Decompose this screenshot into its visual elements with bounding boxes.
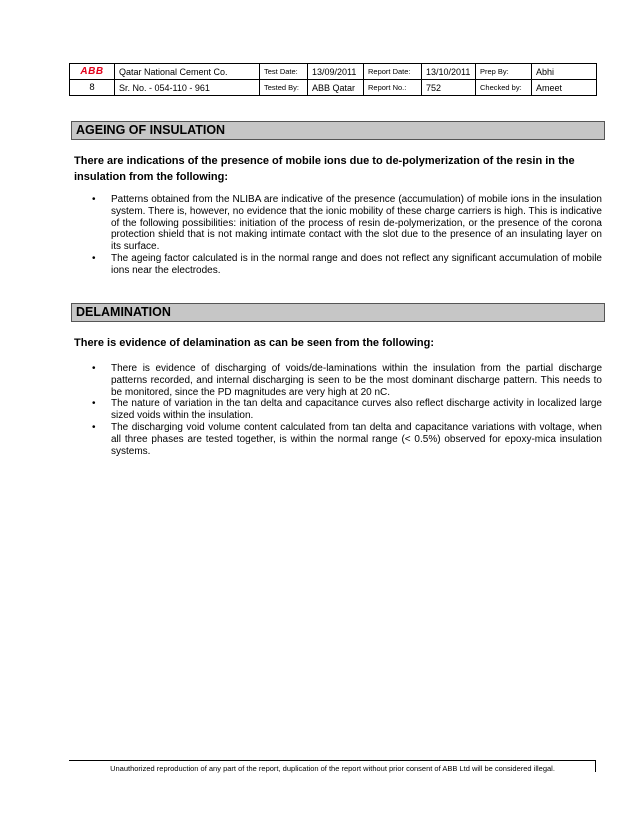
list-item-text: There is evidence of discharging of voids/de-laminations within the insulation from the partial discharge patterns recorded, and internal discharging is seen to be the most dominant discharge pattern. This needs to be monitored, since the PD magnitudes are very high at 20 nC. [111, 363, 602, 398]
footer-divider [69, 760, 596, 761]
bullet-icon: • [92, 252, 96, 264]
list-item [92, 253, 602, 277]
list-item [92, 363, 602, 398]
list-item-text: The nature of variation in the tan delta and capacitance curves also reflect discharge activity in localized large sized voids within the insulation. [111, 398, 602, 422]
list-item-text: The discharging void volume content calculated from tan delta and capacitance variations with voltage, when all three phases are tested together, is within the normal range (< 0.5%) observed for epoxy-mica insulation systems. [111, 421, 602, 457]
header-row-2 [70, 80, 597, 96]
tested-by-value: ABB Qatar [308, 80, 364, 96]
list-item-text: Patterns obtained from the NLIBA are indicative of the presence (accumulation) of mobile ions in the insulation system. There is, however, no evidence that the ionic mobility of these charge carriers is high. This is indicative of the following possibilities: initiation of the process of resin de-polymerization, or the presence of the corona protection shield that is not making intimate contact with the slot due to the presence of an insulating layer on its surface. [111, 194, 602, 253]
section-heading-delamination: DELAMINATION [71, 303, 605, 322]
list-item [92, 422, 602, 457]
report-no-value: 752 [422, 80, 476, 96]
section-heading-ageing: AGEING OF INSULATION [71, 121, 605, 140]
report-header-table [69, 63, 597, 96]
report-date-label: Report Date: [364, 64, 422, 80]
bullet-icon: • [92, 421, 96, 433]
section-lead-delamination: There is evidence of delamination as can be seen from the following: [74, 337, 435, 349]
list-item-text: The ageing factor calculated is in the normal range and does not reflect any significant accumulation of mobile ions near the electrodes. [111, 252, 602, 276]
bullet-icon: • [92, 194, 96, 205]
section-lead-ageing: There are indications of the presence of mobile ions due to de-polymerization of the resin in the insulation from the following: [74, 155, 575, 183]
prep-by-label: Prep By: [476, 64, 532, 80]
bullet-icon: • [92, 363, 96, 374]
checked-by-value: Ameet [532, 80, 597, 96]
bullet-list-ageing [92, 194, 602, 277]
prep-by-value: Abhi [532, 64, 597, 80]
abb-logo: ABB [70, 64, 115, 80]
report-date-value: 13/10/2011 [422, 64, 476, 80]
footer-disclaimer: Unauthorized reproduction of any part of the report, duplication of the report without prior consent of ABB Ltd will be considered illegal. [110, 764, 555, 773]
checked-by-label: Checked by: [476, 80, 532, 96]
tested-by-label: Tested By: [260, 80, 308, 96]
bullet-icon: • [92, 398, 96, 410]
bullet-list-delamination [92, 363, 602, 457]
list-item [92, 194, 602, 253]
page-number: 8 [70, 80, 115, 96]
test-date-label: Test Date: [260, 64, 308, 80]
test-date-value: 13/09/2011 [308, 64, 364, 80]
list-item [92, 398, 602, 422]
header-row-1 [70, 64, 597, 80]
serial-number: Sr. No. - 054-110 - 961 [115, 80, 260, 96]
report-no-label: Report No.: [364, 80, 422, 96]
company-name: Qatar National Cement Co. [115, 64, 260, 80]
